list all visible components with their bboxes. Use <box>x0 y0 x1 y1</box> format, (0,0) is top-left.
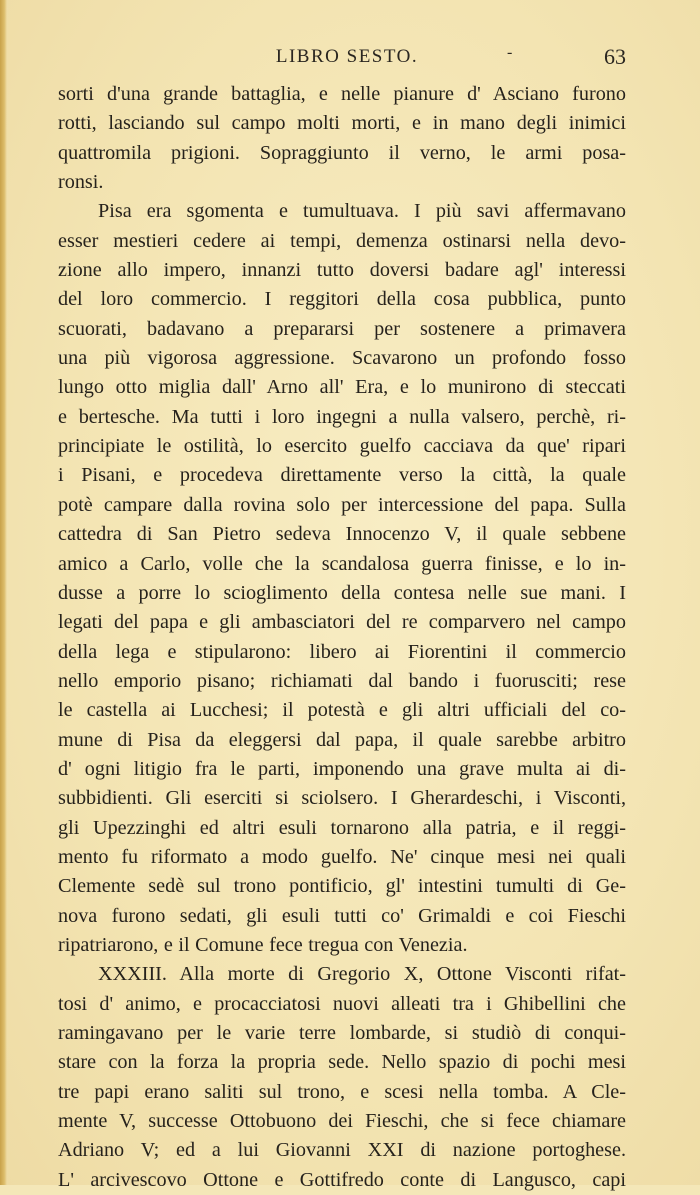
text-line: dusse a porre lo scioglimento della contesa nelle sue mani. I <box>58 581 626 604</box>
text-line: una più vigorosa aggressione. Scavarono un profondo fosso <box>58 347 626 370</box>
text-line: Clemente sedè sul trono pontificio, gl' intestini tumulti di Ge- <box>58 875 626 898</box>
text-line: zione allo impero, innanzi tutto doversi badare agl' interessi <box>58 259 626 282</box>
text-line: tre papi erano saliti sul trono, e scesi nella tomba. A Cle- <box>58 1080 626 1103</box>
text-line: Pisa era sgomenta e tumultuava. I più savi affermavano <box>98 200 626 223</box>
text-line: cattedra di San Pietro sedeva Innocenzo V, il quale sebbene <box>58 523 626 546</box>
text-line: ripatriarono, e il Comune fece tregua con Venezia. <box>58 933 468 956</box>
text-line: mento fu riformato a modo guelfo. Ne' cinque mesi nei quali <box>58 845 626 868</box>
text-line: nello emporio pisano; richiamati dal bando i fuorusciti; rese <box>58 669 626 692</box>
text-line: esser mestieri cedere ai tempi, demenza ostinarsi nella devo- <box>58 229 626 252</box>
text-line: e bertesche. Ma tutti i loro ingegni a nulla valsero, perchè, ri- <box>58 405 626 428</box>
text-line: Adriano V; ed a lui Giovanni XXI di nazione portoghese. <box>58 1139 626 1162</box>
text-line: subbidienti. Gli eserciti si sciolsero. I Gherardeschi, i Visconti, <box>58 787 626 810</box>
text-line: rotti, lasciando sul campo molti morti, e in mano degli inimici <box>58 112 626 135</box>
text-line: stare con la forza la propria sede. Nello spazio di pochi mesi <box>58 1051 626 1074</box>
running-head <box>58 44 626 74</box>
body-text <box>58 80 626 1195</box>
text-line: L' arcivescovo Ottone e Gottifredo conte di Langusco, capi <box>58 1168 626 1191</box>
text-line: quattromila prigioni. Sopraggiunto il verno, le armi posa- <box>58 141 626 164</box>
running-title: LIBRO SESTO. <box>275 46 419 67</box>
text-line: d' ogni litigio fra le parti, imponendo una grave multa ai di- <box>58 757 626 780</box>
text-line: ronsi. <box>58 171 104 194</box>
text-line: mune di Pisa da eleggersi dal papa, il quale sarebbe arbitro <box>58 728 626 751</box>
text-line: le castella ai Lucchesi; il potestà e gli altri ufficiali del co- <box>58 699 626 722</box>
text-line: principiate le ostilità, lo esercito guelfo cacciava da que' ripari <box>58 435 626 458</box>
text-line: mente V, successe Ottobuono dei Fieschi, che si fece chiamare <box>58 1110 626 1133</box>
text-line: potè campare dalla rovina solo per intercessione del papa. Sulla <box>58 493 626 516</box>
text-line: gli Upezzinghi ed altri esuli tornarono alla patria, e il reggi- <box>58 816 626 839</box>
text-line: della lega e stipularono: libero ai Fiorentini il commercio <box>58 640 626 663</box>
text-line: sorti d'una grande battaglia, e nelle pianure d' Asciano furono <box>58 83 626 105</box>
text-line: tosi d' animo, e procacciatosi nuovi alleati tra i Ghibellini che <box>58 992 626 1015</box>
text-line: XXXIII. Alla morte di Gregorio X, Ottone Visconti rifat- <box>98 963 626 986</box>
binding-edge <box>0 0 7 1185</box>
text-line: legati del papa e gli ambasciatori del re comparvero nel campo <box>58 611 626 634</box>
page-number: 63 <box>604 44 626 69</box>
text-line: amico a Carlo, volle che la scandalosa guerra finisse, e lo in- <box>58 552 626 575</box>
text-line: ramingavano per le varie terre lombarde, si studiò di conqui- <box>58 1022 626 1044</box>
text-line: nova furono sedati, gli esuli tutti co' Grimaldi e coi Fieschi <box>58 904 626 927</box>
text-line: del loro commercio. I reggitori della cosa pubblica, punto <box>58 288 626 311</box>
text-line: scuorati, badavano a prepararsi per sostenere a primavera <box>58 317 626 340</box>
header-mark: - <box>507 44 513 61</box>
text-line: lungo otto miglia dall' Arno all' Era, e lo munirono di steccati <box>58 376 626 399</box>
text-line: i Pisani, e procedeva direttamente verso la città, la quale <box>58 464 626 487</box>
